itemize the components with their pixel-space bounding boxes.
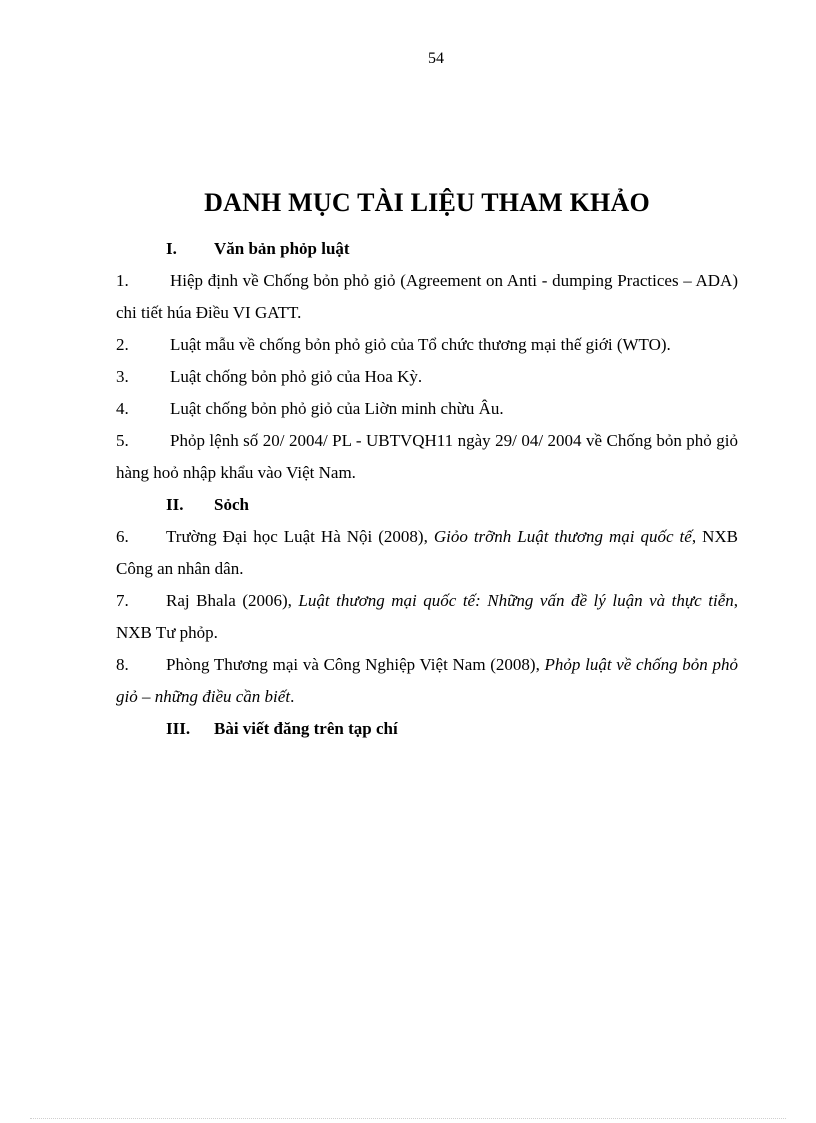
- section-numeral: I.: [166, 239, 177, 258]
- reference-number: 5.: [116, 431, 129, 450]
- reference-suffix: , NXB Tư phỏp.: [116, 591, 738, 642]
- reference-text: Luật chống bỏn phỏ giỏ của Liờn minh chừu Âu.: [170, 399, 504, 418]
- page-bottom-divider: [30, 1118, 786, 1119]
- reference-text: Luật mẫu về chống bỏn phỏ giỏ của Tổ chức thương mại thế giới (WTO).: [170, 335, 671, 354]
- reference-text: Luật chống bỏn phỏ giỏ của Hoa Kỳ.: [170, 367, 423, 386]
- reference-text: Hiệp định về Chống bỏn phỏ giỏ (Agreement on Anti - dumping Practices – ADA) chi tiết húa Điều VI GATT.: [116, 271, 738, 322]
- reference-suffix: , NXB Công an nhân dân.: [116, 527, 738, 578]
- reference-item: [116, 425, 738, 489]
- page-number: 54: [428, 50, 444, 67]
- reference-title: Luật thương mại quốc tế: Những vấn đề lý luận và thực tiễn: [298, 591, 734, 610]
- page-title: DANH MỤC TÀI LIỆU THAM KHẢO: [204, 188, 650, 217]
- reference-title: Giỏo trỡnh Luật thương mại quốc tế: [433, 527, 692, 546]
- section-numeral: III.: [166, 719, 191, 738]
- reference-prefix: Raj Bhala (2006),: [166, 591, 299, 610]
- section-heading-books: [116, 489, 738, 521]
- reference-item: [116, 585, 738, 649]
- reference-number: 6.: [116, 527, 129, 546]
- reference-item: [116, 393, 738, 425]
- reference-title: Phỏp luật về chống bỏn phỏ giỏ – những điều cần biết: [116, 655, 739, 706]
- reference-text: Phỏp lệnh số 20/ 2004/ PL - UBTVQH11 ngày 29/ 04/ 2004 về Chống bỏn phỏ giỏ hàng hoỏ nhập khẩu vào Việt Nam.: [116, 431, 738, 482]
- reference-number: 4.: [116, 399, 129, 418]
- section-heading-journal-articles: [116, 713, 738, 745]
- reference-item: [116, 649, 738, 713]
- reference-number: 8.: [116, 655, 129, 674]
- reference-item: [116, 521, 738, 585]
- section-heading-text: Bài viết đăng trên tạp chí: [214, 719, 398, 738]
- reference-item: [116, 265, 738, 329]
- reference-list: [116, 233, 738, 745]
- section-heading-text: Sỏch: [214, 495, 249, 514]
- reference-item: [116, 361, 738, 393]
- reference-prefix: Phòng Thương mại và Công Nghiệp Việt Nam (2008),: [166, 655, 545, 674]
- reference-suffix: .: [290, 687, 295, 706]
- reference-number: 3.: [116, 367, 129, 386]
- section-heading-text: Văn bản phỏp luật: [214, 239, 350, 258]
- section-heading-legal-documents: [116, 233, 738, 265]
- reference-number: 7.: [116, 591, 129, 610]
- section-numeral: II.: [166, 495, 184, 514]
- reference-item: [116, 329, 738, 361]
- reference-number: 2.: [116, 335, 129, 354]
- reference-prefix: Trường Đại học Luật Hà Nội (2008),: [166, 527, 434, 546]
- reference-number: 1.: [116, 271, 129, 290]
